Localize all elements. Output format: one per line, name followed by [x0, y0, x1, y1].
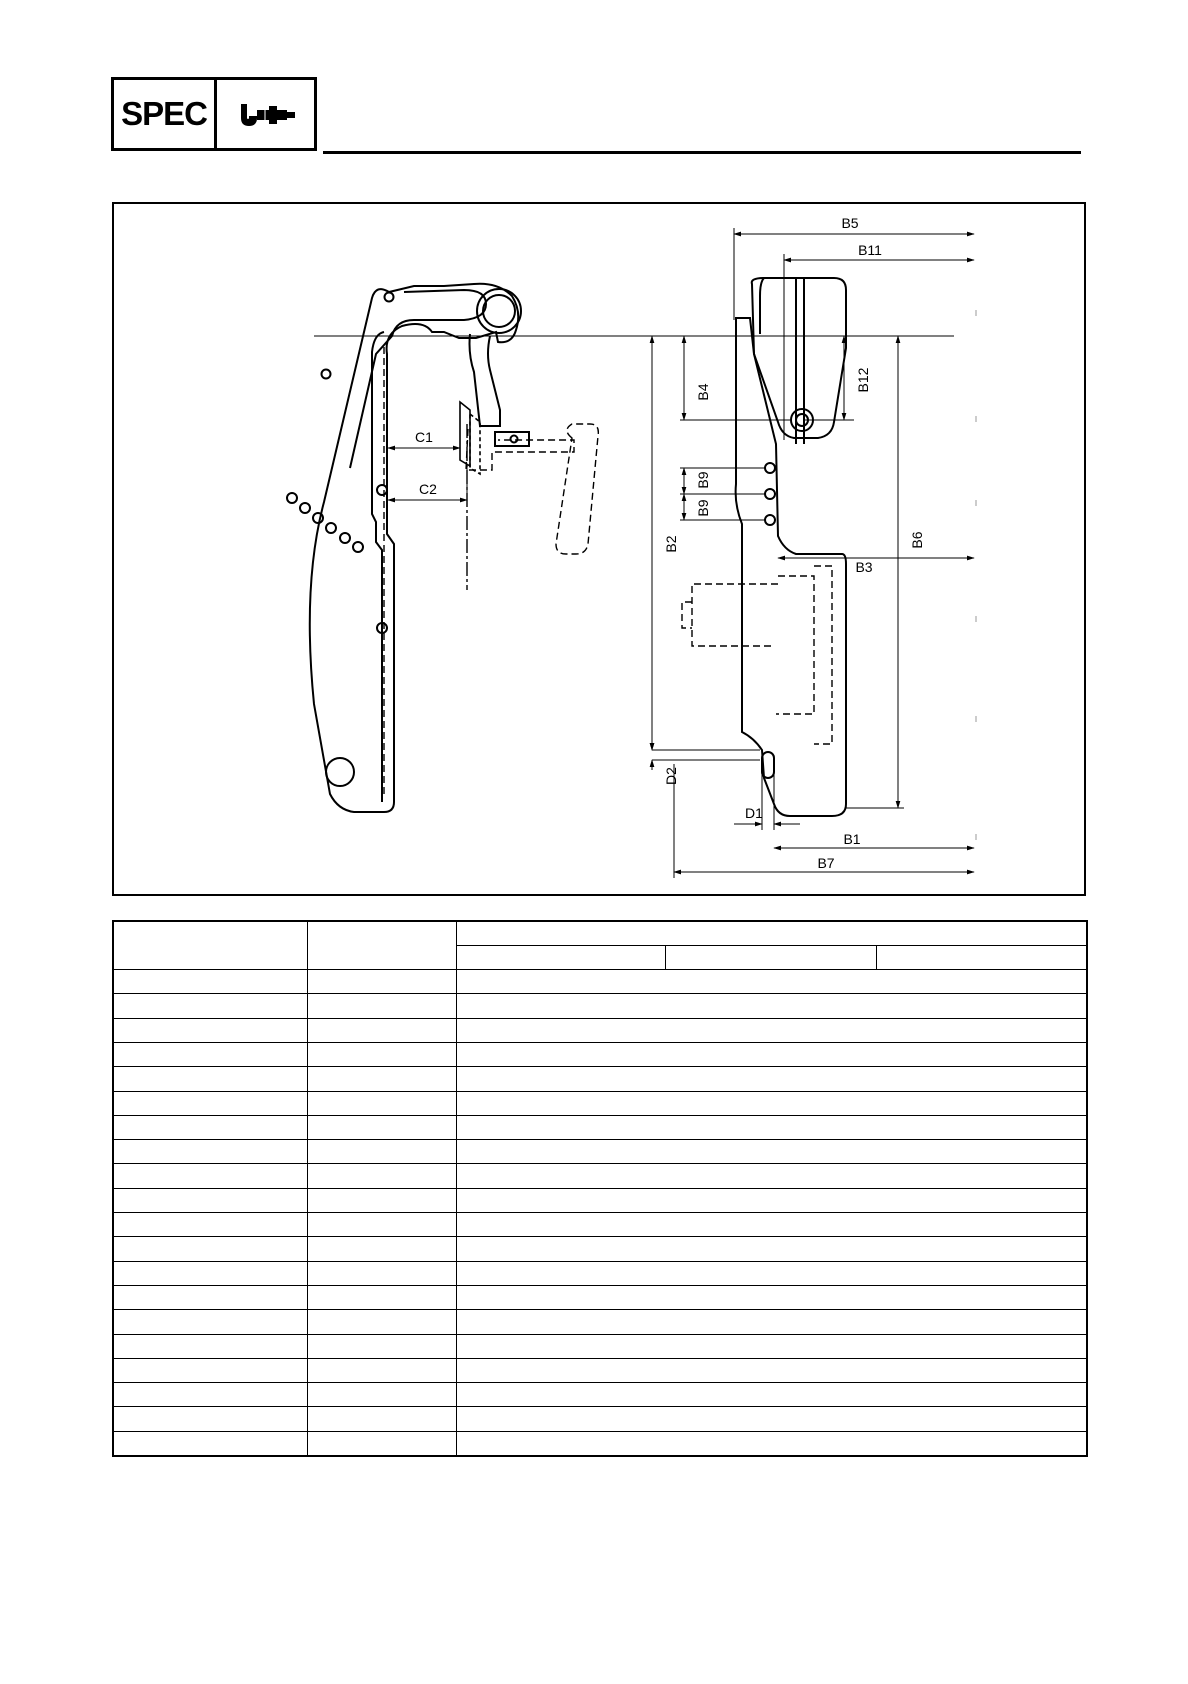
table-cell: [307, 1213, 456, 1237]
dim-label-b3: B3: [855, 559, 873, 575]
table-cell: [456, 1018, 1087, 1042]
table-subheader-cell: [456, 945, 665, 969]
table-cell: [113, 1383, 307, 1407]
table-cell: [456, 970, 1087, 994]
table-cell: [307, 1237, 456, 1261]
table-cell: [307, 1261, 456, 1285]
table-row: [113, 1358, 1087, 1382]
dim-label-b1: B1: [843, 831, 861, 847]
table-cell: [456, 1140, 1087, 1164]
table-cell: [456, 994, 1087, 1018]
dim-label-b12: B12: [855, 367, 871, 393]
micrometer-icon-box: [214, 77, 317, 151]
table-cell: [456, 1164, 1087, 1188]
table-cell: [456, 1042, 1087, 1066]
table-row: [113, 1261, 1087, 1285]
table-cell: [307, 1042, 456, 1066]
bracket-front-view: [736, 278, 846, 816]
table-cell: [307, 1018, 456, 1042]
table-cell: [113, 1115, 307, 1139]
table-cell: [456, 1067, 1087, 1091]
dim-label-b11: B11: [858, 242, 882, 258]
table-cell: [307, 1091, 456, 1115]
dim-label-b9-upper: B9: [695, 471, 711, 489]
table-row: [113, 1067, 1087, 1091]
table-cell: [456, 1261, 1087, 1285]
bracket-dashed-parts: [384, 347, 598, 794]
table-cell: [113, 1237, 307, 1261]
table-cell: [456, 1188, 1087, 1212]
table-row: [113, 1115, 1087, 1139]
table-row: [113, 1237, 1087, 1261]
table-cell: [113, 1261, 307, 1285]
dim-label-d1: D1: [745, 805, 763, 821]
table-subheader-cell: [665, 945, 876, 969]
table-cell: [307, 1383, 456, 1407]
micrometer-icon: [235, 96, 297, 132]
table-subheader-cell: [876, 945, 1087, 969]
table-header-cell: [456, 921, 1087, 945]
table-cell: [113, 1018, 307, 1042]
clamp-plates: [460, 402, 480, 474]
table-row: [113, 1042, 1087, 1066]
table-cell: [307, 1310, 456, 1334]
dim-label-c1: C1: [415, 429, 433, 445]
dim-label-b4: B4: [695, 383, 711, 401]
table-row: [113, 1164, 1087, 1188]
table-row: [113, 1018, 1087, 1042]
table-row: [113, 1407, 1087, 1431]
table-header-row: [113, 921, 1087, 945]
header-rule: [323, 151, 1081, 154]
dim-label-b9-lower: B9: [695, 499, 711, 517]
dim-label-c2: C2: [419, 481, 437, 497]
dim-label-b6: B6: [909, 531, 925, 549]
table-cell: [456, 1431, 1087, 1455]
dim-label-b5: B5: [841, 215, 859, 231]
table-cell: [307, 1140, 456, 1164]
table-row: [113, 1383, 1087, 1407]
dim-label-b7: B7: [817, 855, 835, 871]
table-cell: [456, 1334, 1087, 1358]
table-cell: [113, 1042, 307, 1066]
table-cell: [307, 970, 456, 994]
table-cell: [307, 994, 456, 1018]
table-cell: [113, 1140, 307, 1164]
table-row: [113, 1213, 1087, 1237]
table-cell: [456, 1213, 1087, 1237]
table-cell: [113, 1067, 307, 1091]
table-header-cell: [113, 921, 307, 970]
dimension-table-body: [113, 921, 1087, 1456]
table-cell: [307, 1115, 456, 1139]
bracket-side-view: [287, 284, 529, 812]
table-row: [113, 1188, 1087, 1212]
table-cell: [113, 1188, 307, 1212]
table-cell: [113, 1213, 307, 1237]
table-cell: [456, 1237, 1087, 1261]
table-cell: [113, 1407, 307, 1431]
dimension-figure: [112, 202, 1086, 896]
table-cell: [307, 1285, 456, 1309]
table-cell: [113, 1285, 307, 1309]
table-cell: [456, 1358, 1087, 1382]
table-header-cell: [307, 921, 456, 970]
table-row: [113, 1091, 1087, 1115]
table-row: [113, 1285, 1087, 1309]
spec-section-badge: [111, 77, 217, 151]
table-cell: [113, 1358, 307, 1382]
table-cell: [456, 1407, 1087, 1431]
table-cell: [307, 1188, 456, 1212]
dimension-table: [112, 920, 1088, 1457]
table-cell: [113, 970, 307, 994]
table-cell: [113, 994, 307, 1018]
table-cell: [307, 1431, 456, 1455]
dim-label-d2: D2: [663, 767, 679, 785]
front-dashed-parts: [682, 566, 832, 744]
table-row: [113, 1140, 1087, 1164]
table-cell: [307, 1358, 456, 1382]
table-cell: [113, 1164, 307, 1188]
table-cell: [456, 1091, 1087, 1115]
table-cell: [456, 1383, 1087, 1407]
table-cell: [307, 1067, 456, 1091]
table-cell: [307, 1164, 456, 1188]
table-cell: [113, 1091, 307, 1115]
table-cell: [456, 1115, 1087, 1139]
table-cell: [456, 1310, 1087, 1334]
spec-label: SPEC: [121, 95, 207, 132]
table-row: [113, 1431, 1087, 1455]
table-cell: [307, 1407, 456, 1431]
table-cell: [456, 1285, 1087, 1309]
table-cell: [113, 1310, 307, 1334]
table-row: [113, 994, 1087, 1018]
table-cell: [113, 1334, 307, 1358]
table-row: [113, 1334, 1087, 1358]
table-cell: [113, 1431, 307, 1455]
dim-label-b2: B2: [663, 535, 679, 553]
table-cell: [307, 1334, 456, 1358]
dimension-drawing: [114, 204, 1088, 898]
table-row: [113, 1310, 1087, 1334]
table-row: [113, 970, 1087, 994]
